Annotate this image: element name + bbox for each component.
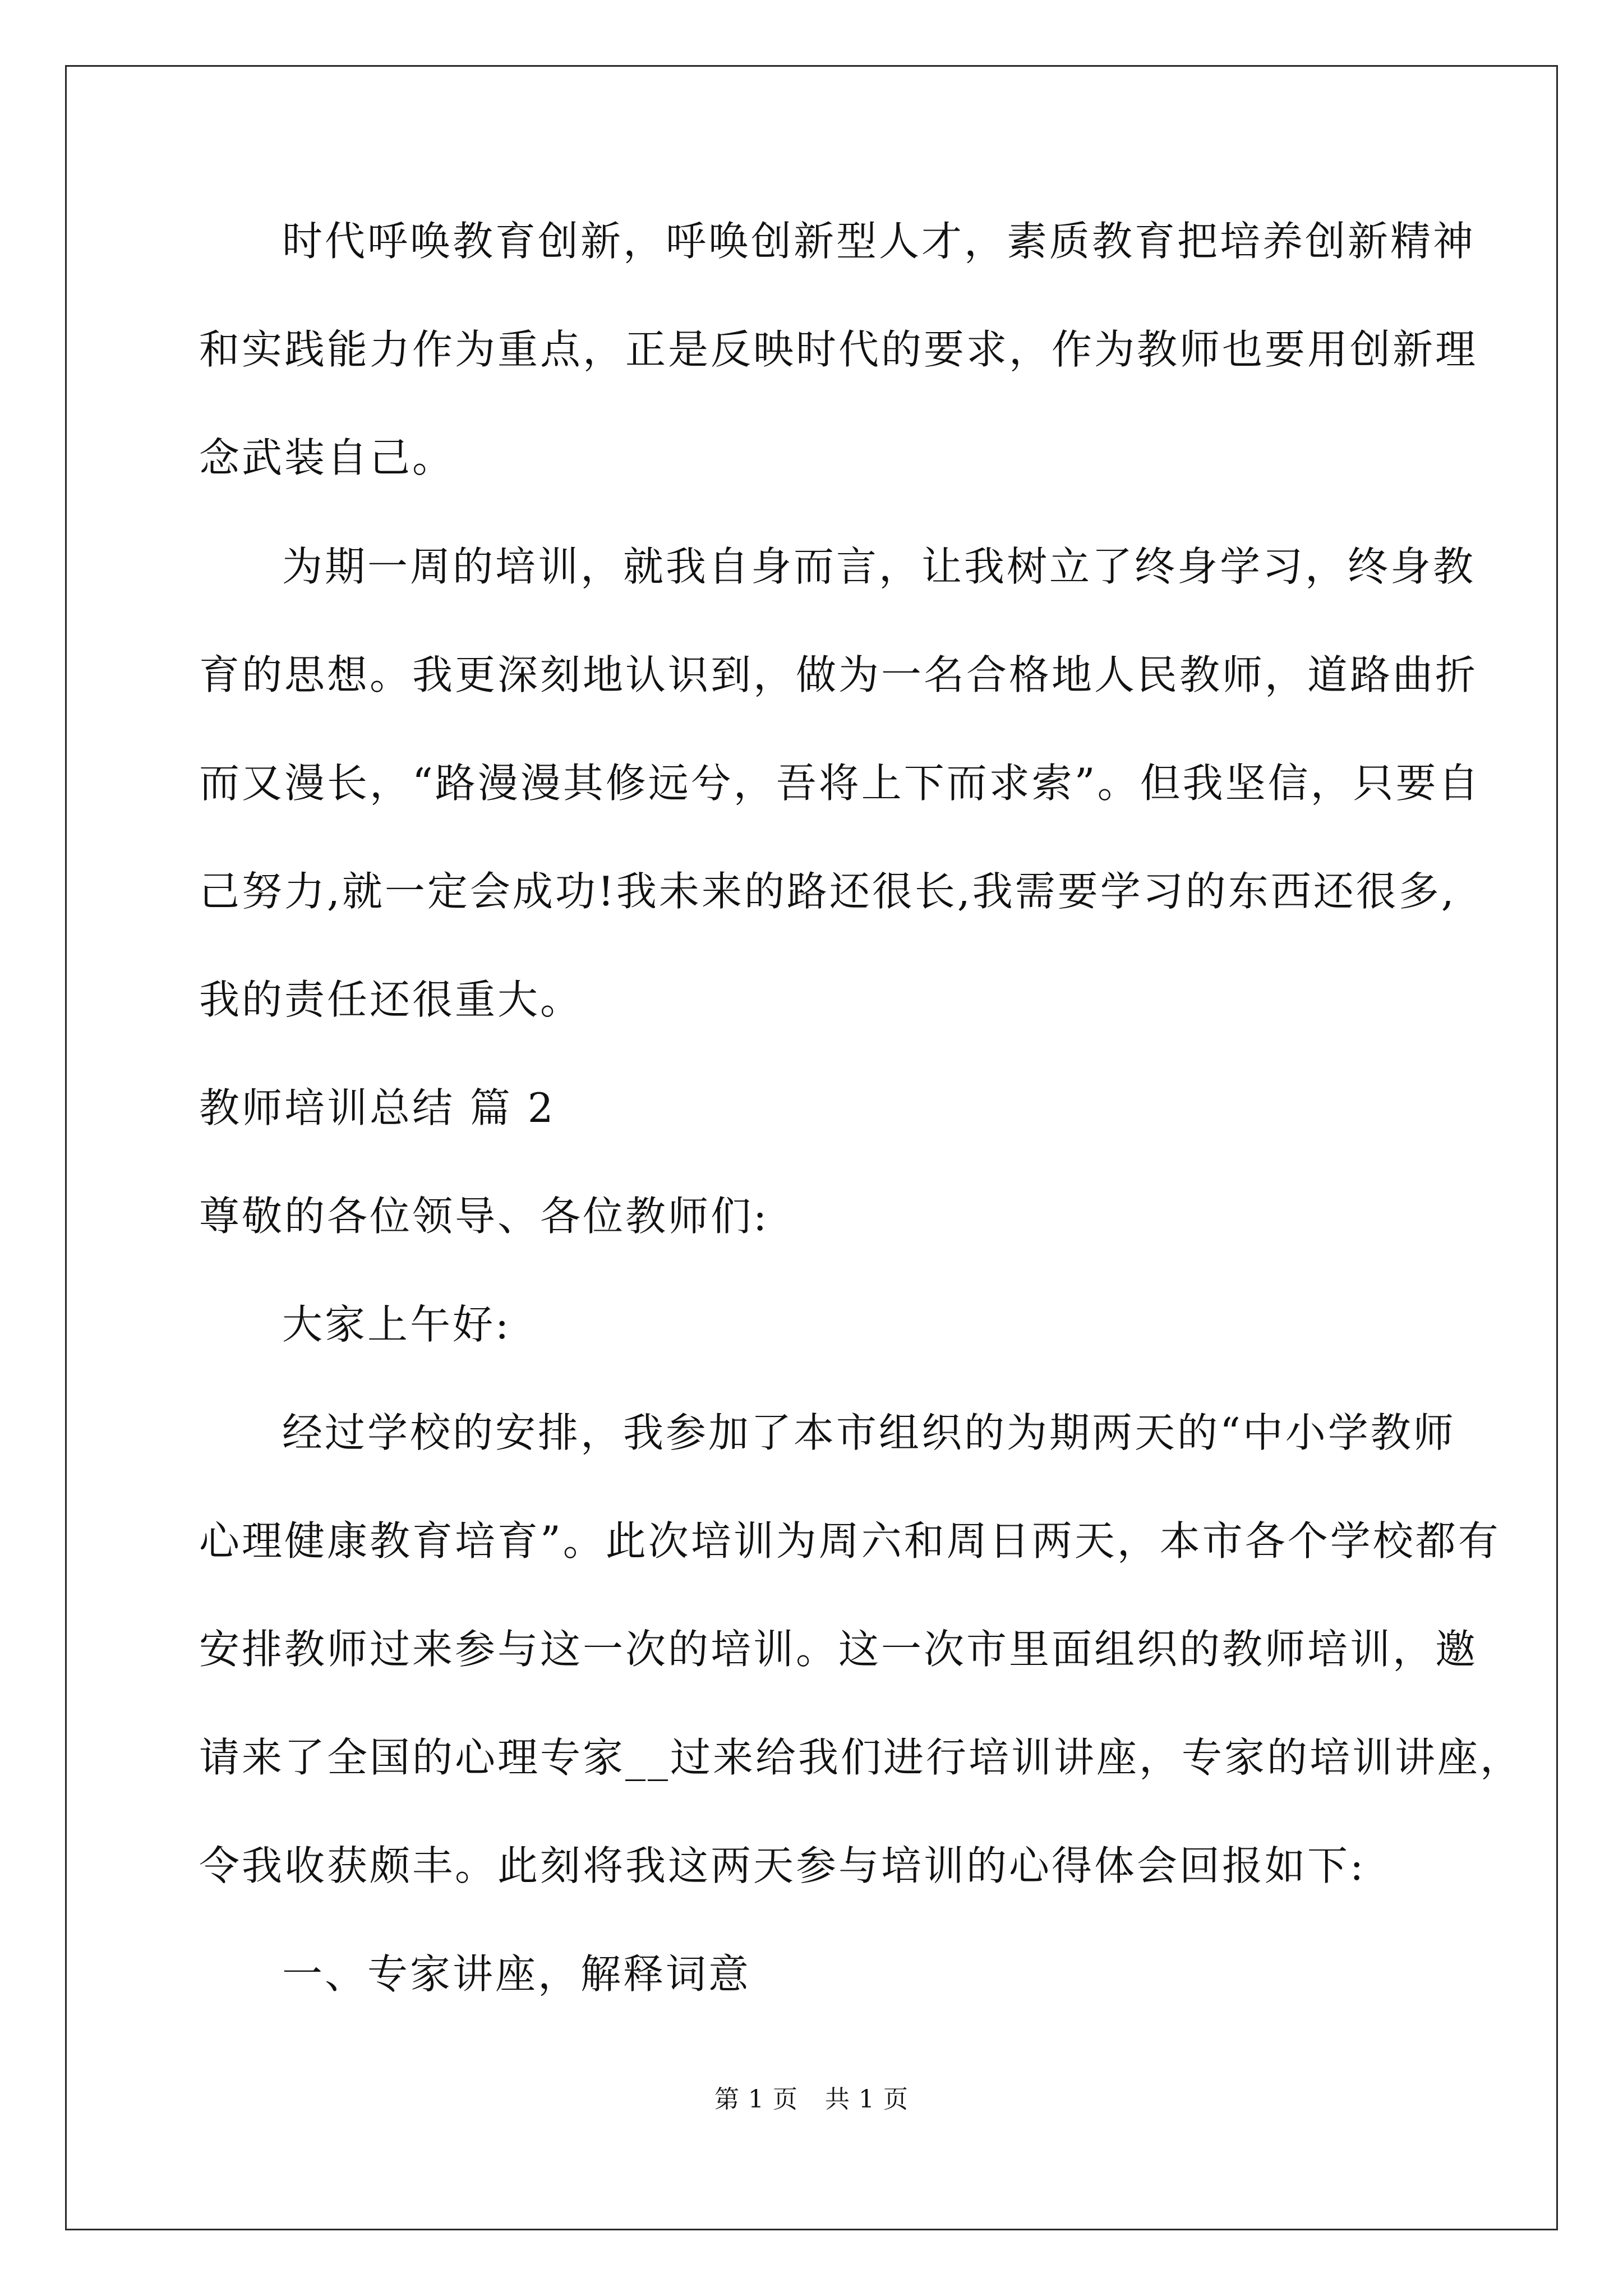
page-footer [0,2083,1623,2116]
paragraph-line: 和实践能力作为重点，正是反映时代的要求，作为教师也要用创新理 [199,326,1478,373]
paragraph-line: 心理健康教育培育”。此次培训为周六和周日两天，本市各个学校都有 [199,1517,1501,1565]
paragraph-line: 请来了全国的心理专家__过来给我们进行培训讲座，专家的培训讲座， [199,1734,1523,1781]
page-number-current: 第 1 页 [714,2085,798,2114]
paragraph-line: 令我收获颇丰。此刻将我这两天参与培训的心得体会回报如下: [199,1842,1366,1889]
subsection-heading: 一、专家讲座，解释词意 [282,1950,751,1998]
paragraph-line: 己努力,就一定会成功!我未来的路还很长,我需要学习的东西还很多, [199,868,1456,915]
page-number-total: 共 1 页 [825,2085,909,2114]
page-border [65,65,1558,2230]
paragraph-line: 为期一周的培训，就我自身而言，让我树立了终身学习，终身教 [282,543,1476,590]
paragraph-line: 时代呼唤教育创新，呼唤创新型人才，素质教育把培养创新精神 [282,218,1476,265]
paragraph-line: 我的责任还很重大。 [199,976,583,1023]
greeting: 大家上午好: [282,1301,511,1348]
section-heading: 教师培训总结 篇 2 [199,1084,556,1131]
paragraph-line: 安排教师过来参与这一次的培训。这一次市里面组织的教师培训，邀 [199,1626,1478,1673]
paragraph-line: 育的思想。我更深刻地认识到，做为一名合格地人民教师，道路曲折 [199,651,1478,698]
paragraph-line: 经过学校的安排，我参加了本市组织的为期两天的“中小学教师 [282,1409,1456,1456]
salutation: 尊敬的各位领导、各位教师们: [199,1193,769,1240]
paragraph-line: 而又漫长，“路漫漫其修远兮，吾将上下而求索”。但我坚信，只要自 [199,760,1481,807]
paragraph-line: 念武装自己。 [199,434,455,481]
